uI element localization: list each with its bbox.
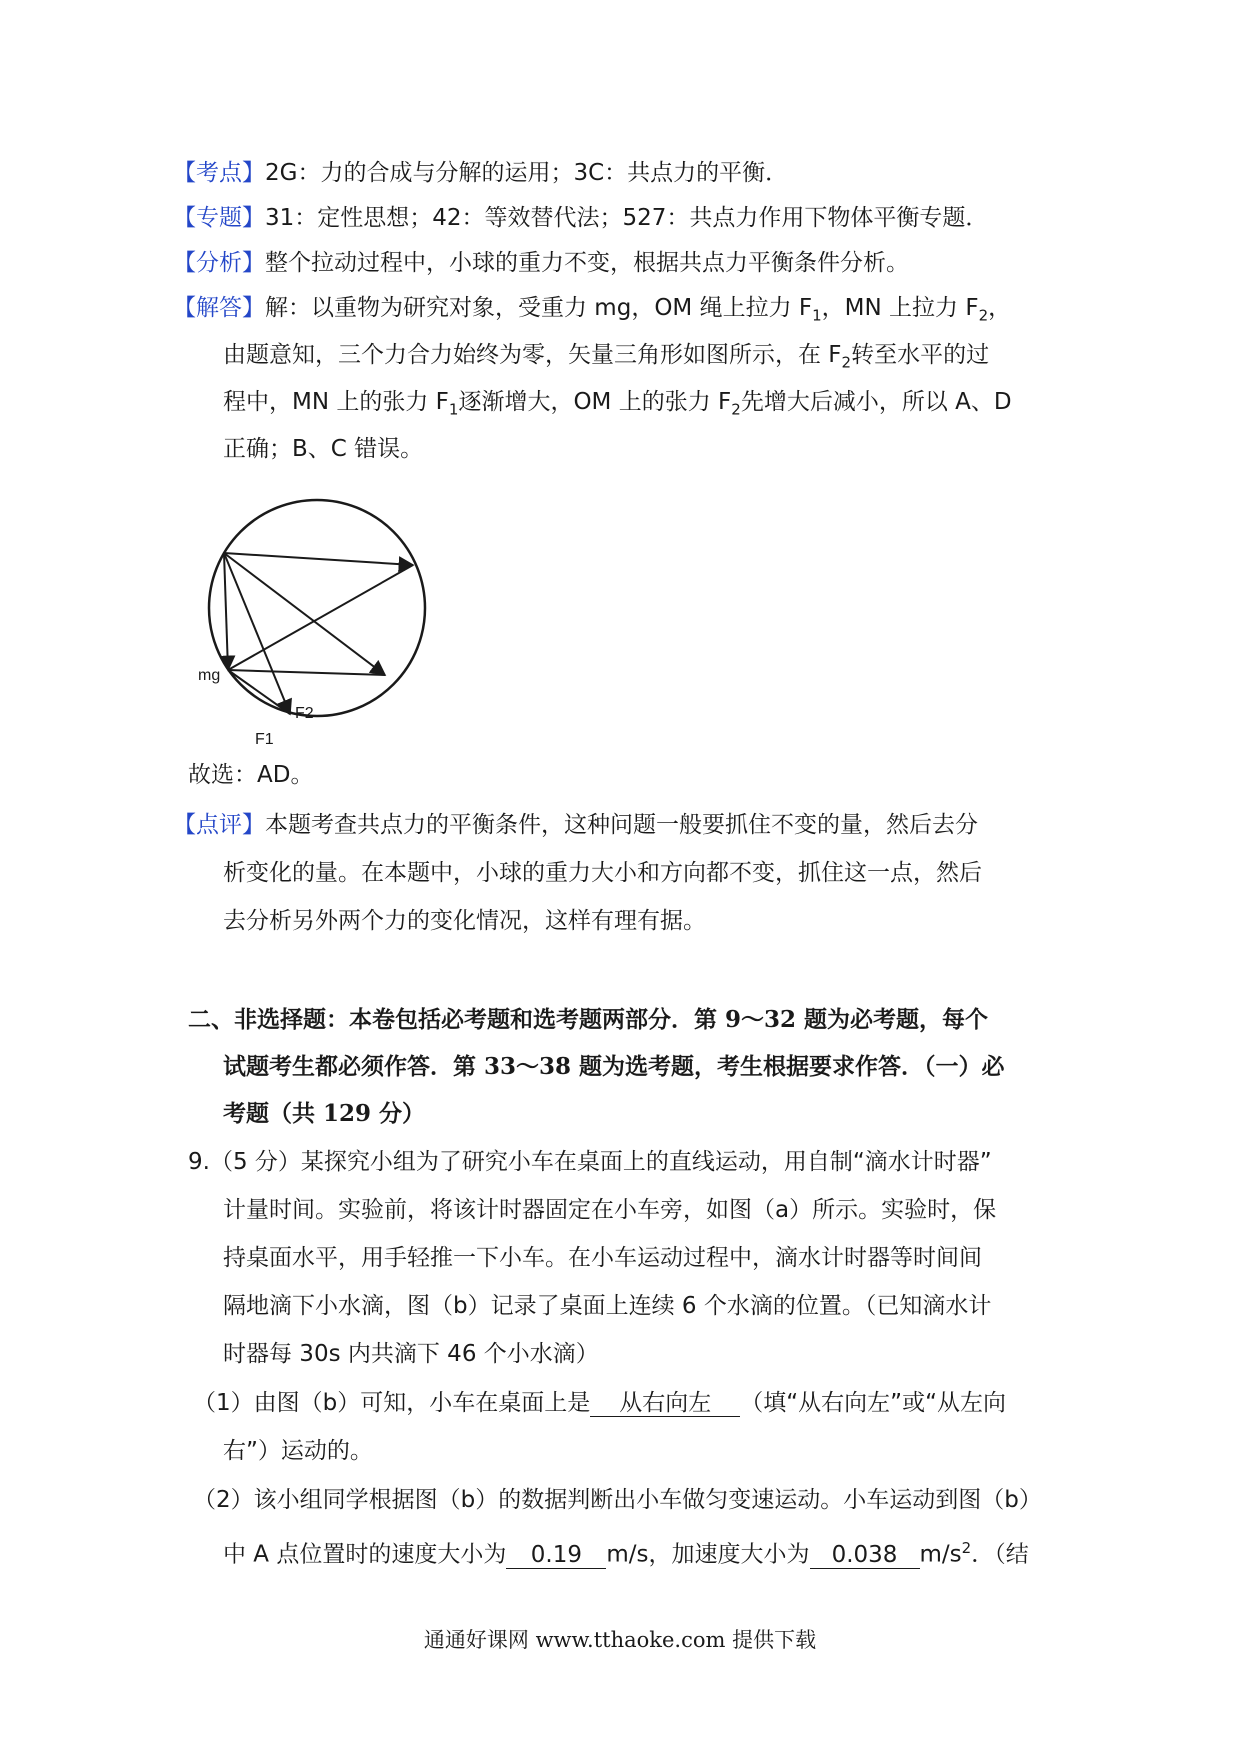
fenxi-text: 整个拉动过程中，小球的重力不变，根据共点力平衡条件分析。 bbox=[265, 250, 909, 276]
jieda-text-3a: 程中，MN 上的张力 F bbox=[223, 389, 449, 415]
jieda-text-3c: 先增大后减小，所以 A、D bbox=[740, 389, 1012, 415]
q9-part1-text-b: （填“从右向左”或“从左向 bbox=[740, 1390, 1006, 1416]
vector-cross bbox=[228, 565, 413, 670]
q9-text-4: 隔地滴下小水滴，图（b）记录了桌面上连续 6 个水滴的位置。（已知滴水计 bbox=[223, 1293, 992, 1319]
jieda-text-2b: 转至水平的过 bbox=[851, 342, 990, 368]
answer-blank-2: 0.19 bbox=[506, 1542, 606, 1569]
answer-blank-1: 从右向左 bbox=[590, 1390, 740, 1417]
section2-line-3 bbox=[223, 1099, 425, 1129]
section2-line-1 bbox=[188, 1005, 988, 1035]
q9-part1-text-a: （1）由图（b）可知，小车在桌面上是 bbox=[193, 1390, 591, 1416]
q9-text-3: 持桌面水平，用手轻推一下小车。在小车运动过程中，滴水计时器等时间间 bbox=[223, 1245, 982, 1271]
jieda-text-4: 正确；B、C 错误。 bbox=[223, 436, 424, 462]
zhuanti-text: 31：定性思想；42：等效替代法；527：共点力作用下物体平衡专题． bbox=[265, 205, 989, 231]
section2-line-2 bbox=[223, 1052, 1005, 1082]
jieda-text-1b: ，MN 上拉力 F bbox=[821, 295, 979, 321]
subscript-2: 2 bbox=[731, 400, 741, 419]
jieda-text-1a: 解：以重物为研究对象，受重力 mg，OM 绳上拉力 F bbox=[265, 295, 813, 321]
dianping-text-1: 本题考查共点力的平衡条件，这种问题一般要抓住不变的量，然后去分 bbox=[265, 812, 978, 838]
section2-text-2: 试题考生都必须作答．第 33～38 题为选考题，考生根据要求作答．（一）必 bbox=[223, 1053, 1005, 1080]
jieda-text-2a: 由题意知，三个力合力始终为零，矢量三角形如图所示，在 F bbox=[223, 342, 842, 368]
jieda-text-3b: 逐渐增大，OM 上的张力 F bbox=[458, 389, 732, 415]
q9-part1-line-1 bbox=[193, 1388, 1006, 1418]
kaodian-text: 2G：力的合成与分解的运用；3C：共点力的平衡． bbox=[265, 160, 789, 186]
kaodian-line bbox=[173, 158, 788, 188]
superscript-2: 2 bbox=[961, 1539, 972, 1557]
vector-mg bbox=[224, 553, 228, 670]
q9-text-5: 时器每 30s 内共滴下 46 个小水滴） bbox=[223, 1341, 599, 1367]
fenxi-line bbox=[173, 248, 909, 278]
q9-line-2 bbox=[223, 1195, 996, 1225]
q9-part2-line-2 bbox=[223, 1533, 1029, 1570]
q9-text-2: 计量时间。实验前，将该计时器固定在小车旁，如图（a）所示。实验时，保 bbox=[223, 1197, 997, 1223]
q9-part2-text-b: 中 A 点位置时的速度大小为 bbox=[223, 1541, 507, 1568]
label-mg: mg bbox=[198, 667, 221, 684]
force-diagram-svg bbox=[195, 488, 435, 748]
q9-text-1: 9.（5 分）某探究小组为了研究小车在桌面上的直线运动，用自制“滴水计时器” bbox=[188, 1149, 992, 1175]
jieda-text-1c: ， bbox=[988, 295, 1012, 321]
subscript-1: 1 bbox=[448, 400, 459, 419]
vector-mg-right bbox=[228, 670, 385, 675]
dianping-line-3 bbox=[223, 906, 706, 936]
jieda-line-3 bbox=[223, 387, 1012, 425]
jieda-tag: 【解答】 bbox=[173, 295, 265, 321]
jieda-line-2 bbox=[223, 340, 989, 378]
zhuanti-tag: 【专题】 bbox=[173, 205, 265, 231]
answer-blank-3: 0.038 bbox=[810, 1542, 920, 1569]
q9-line-5 bbox=[223, 1339, 599, 1369]
dianping-text-3: 去分析另外两个力的变化情况，这样有理有据。 bbox=[223, 908, 706, 934]
guxuan-text: 故选：AD。 bbox=[188, 762, 314, 788]
q9-part2-text-d: m/s bbox=[919, 1541, 962, 1568]
circle bbox=[209, 500, 425, 716]
dianping-line-2 bbox=[223, 858, 982, 888]
jieda-line-4 bbox=[223, 434, 423, 464]
kaodian-tag: 【考点】 bbox=[173, 160, 265, 186]
dianping-line-1 bbox=[173, 810, 978, 840]
label-f2: F2 bbox=[295, 705, 314, 722]
section2-text-1: 二、非选择题：本卷包括必考题和选考题两部分．第 9～32 题为必考题，每个 bbox=[188, 1006, 989, 1033]
q9-part2-text-c: m/s，加速度大小为 bbox=[606, 1541, 810, 1568]
q9-line-4 bbox=[223, 1291, 991, 1321]
q9-part2-text-e: ．（结 bbox=[971, 1541, 1029, 1568]
subscript-2: 2 bbox=[978, 306, 989, 325]
fenxi-tag: 【分析】 bbox=[173, 250, 265, 276]
zhuanti-line bbox=[173, 203, 988, 233]
q9-part1-line-2 bbox=[223, 1436, 373, 1466]
dianping-tag: 【点评】 bbox=[173, 812, 265, 838]
jieda-line-1 bbox=[173, 293, 1011, 331]
q9-part2-text-a: （2）该小组同学根据图（b）的数据判断出小车做匀变速运动。小车运动到图（b） bbox=[193, 1487, 1042, 1513]
q9-part1-text-c: 右”）运动的。 bbox=[223, 1438, 373, 1464]
q9-line-3 bbox=[223, 1243, 982, 1273]
dianping-text-2: 析变化的量。在本题中，小球的重力大小和方向都不变，抓住这一点，然后 bbox=[223, 860, 982, 886]
vector-top bbox=[224, 553, 413, 565]
label-f1: F1 bbox=[255, 731, 274, 748]
q9-line-1 bbox=[188, 1147, 992, 1177]
page-footer: 通通好课网 www.tthaoke.com 提供下载 bbox=[423, 1628, 817, 1652]
subscript-2: 2 bbox=[841, 353, 852, 372]
subscript-1: 1 bbox=[812, 306, 822, 325]
force-triangle-figure bbox=[195, 488, 435, 752]
section2-text-3: 考题（共 129 分） bbox=[223, 1100, 426, 1127]
q9-part2-line-1 bbox=[193, 1485, 1042, 1515]
guxuan-line bbox=[188, 760, 313, 790]
